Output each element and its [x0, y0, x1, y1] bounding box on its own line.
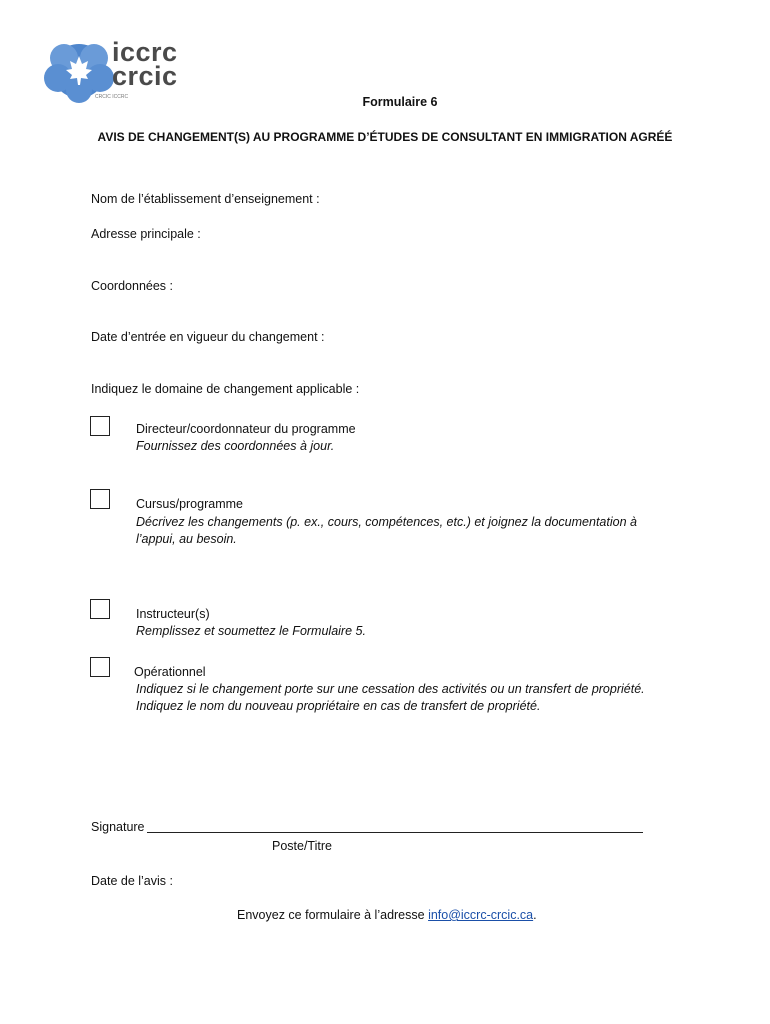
logo-line-2: crcic: [112, 61, 178, 91]
signature-line[interactable]: [147, 832, 643, 833]
logo-line-1: iccrc: [112, 37, 178, 67]
contact-info-label: Coordonnées :: [91, 279, 174, 293]
checkbox-program-director[interactable]: [90, 416, 110, 436]
option-operational-label: Opérationnel: [134, 665, 206, 679]
logo-wordmark: [112, 37, 178, 91]
form-number: [0, 94, 770, 111]
institution-name-label: Nom de l’établissement d’enseignement :: [91, 192, 320, 206]
logo-trademark: CRCIC ICCRC: [95, 94, 129, 100]
option-program-director-desc: Fournissez des coordonnées à jour.: [136, 439, 335, 453]
checkbox-instructors[interactable]: [90, 599, 110, 619]
notice-date-label: Date de l’avis :: [91, 874, 173, 888]
contact-email-link[interactable]: info@iccrc-crcic.ca: [428, 908, 534, 922]
option-curriculum-desc-line-1: Décrivez les changements (p. ex., cours, compétences, etc.) et joignez la documentation à: [136, 515, 637, 529]
footer-text: Envoyez ce formulaire à l’adresse: [237, 908, 429, 922]
option-operational-desc-line-2: Indiquez le nom du nouveau propriétaire en cas de transfert de propriété.: [136, 699, 541, 713]
footer-instruction: [237, 907, 537, 924]
option-operational-desc-line-1: Indiquez si le changement porte sur une cessation des activités ou un transfert de propriété.: [136, 682, 645, 696]
form-number-text: Formulaire 6: [362, 95, 438, 109]
position-title-label: Poste/Titre: [272, 839, 332, 853]
domain-prompt: Indiquez le domaine de changement applicable :: [91, 382, 360, 396]
option-instructors-desc: Remplissez et soumettez le Formulaire 5.: [136, 624, 366, 638]
checkbox-operational[interactable]: [90, 657, 110, 677]
form-title: AVIS DE CHANGEMENT(S) AU PROGRAMME D’ÉTUDES DE CONSULTANT EN IMMIGRATION AGRÉÉ: [97, 130, 673, 144]
signature-label: Signature: [91, 820, 145, 834]
option-curriculum-desc-line-2: l’appui, au besoin.: [136, 532, 237, 546]
effective-date-label: Date d’entrée en vigueur du changement :: [91, 330, 325, 344]
footer-end: .: [533, 908, 537, 922]
option-curriculum-label: Cursus/programme: [136, 497, 243, 511]
main-address-label: Adresse principale :: [91, 227, 201, 241]
checkbox-curriculum[interactable]: [90, 489, 110, 509]
option-program-director-label: Directeur/coordonnateur du programme: [136, 422, 356, 436]
option-instructors-label: Instructeur(s): [136, 607, 210, 621]
